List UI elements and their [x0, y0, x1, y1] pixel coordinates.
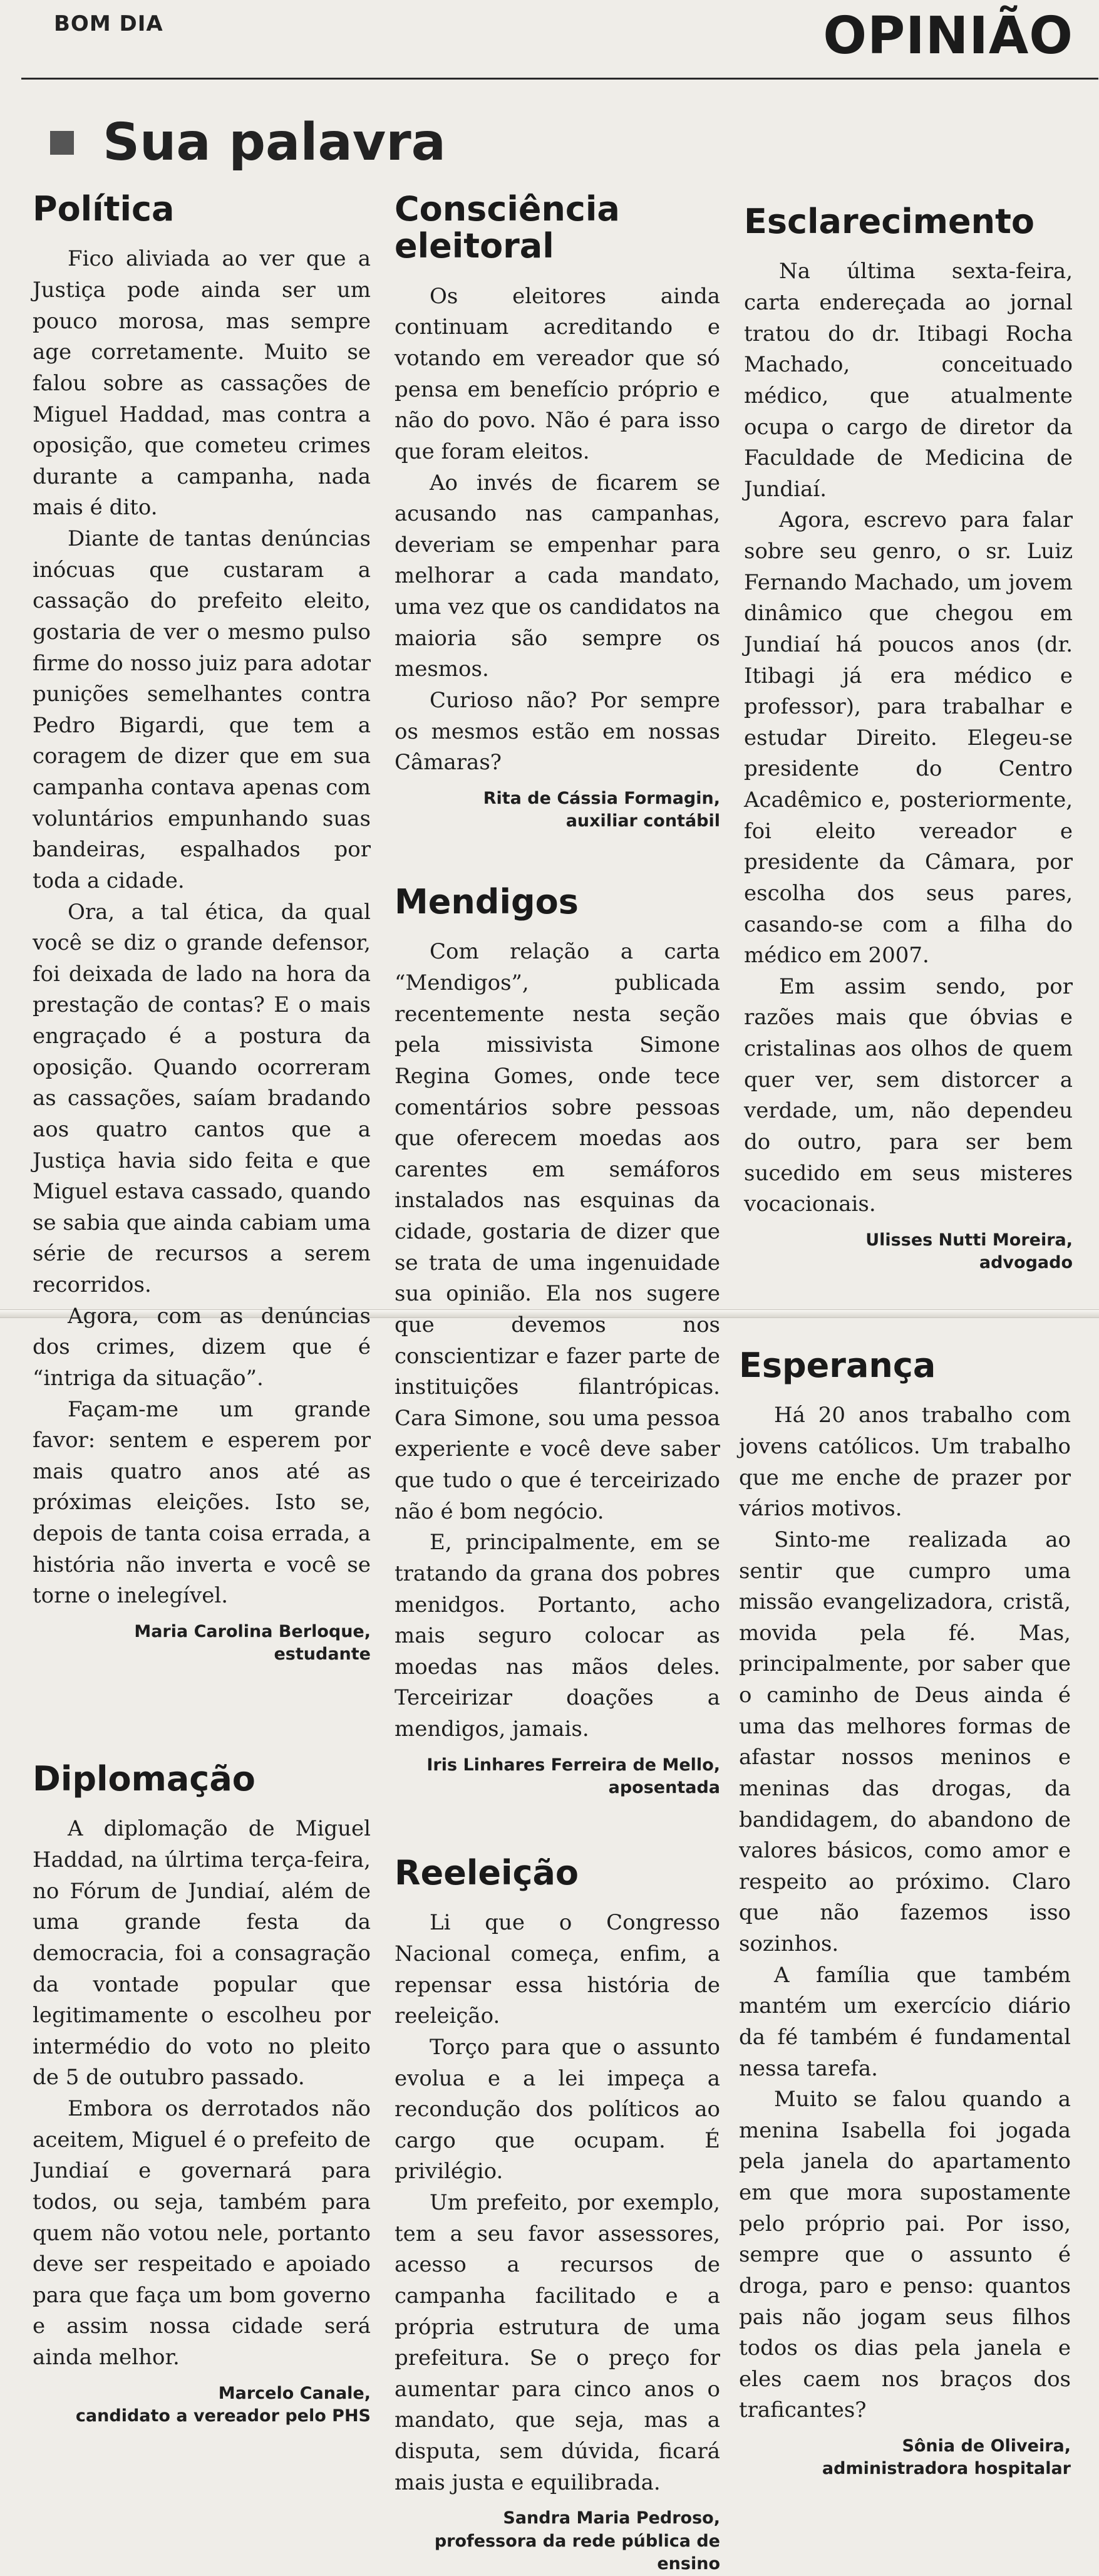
paragraph: Com relação a carta “Mendigos”, publicada recentemente nesta seção pela missivista Simone Regina Gomes, onde tece comentários sobre pessoas que oferecem moedas aos carentes em semáforos instalados nas esquinas da cidade, gostaria de dizer que se trata de uma ingenuidade sua opinião. Ela nos sugere que devemos nos conscientizar e fazer parte de instituições filantrópicas. Cara Simone, sou uma pessoa experiente e você deve saber que tudo o que é terceirizado não é bom negócio.: [395, 939, 720, 1524]
paragraph: Torço para que o assunto evolua e a lei impeça a recondução dos políticos ao cargo que ocupam. É privilégio.: [395, 2034, 720, 2184]
paragraph: Curioso não? Por sempre os mesmos estão em nossas Câmaras?: [395, 687, 720, 776]
letter-reeleicao: [395, 1854, 720, 2576]
letter-esclarecimento: [744, 203, 1073, 1275]
author-name: Maria Carolina Berloque,: [134, 1621, 371, 1641]
letter-title: Reeleição: [395, 1853, 579, 1893]
author-role: administradora hospitalar: [822, 2459, 1071, 2479]
signature: [395, 787, 720, 833]
letter-body: [739, 1400, 1071, 2426]
letter-body: [33, 244, 371, 1612]
paragraph: Sinto-me realizada ao sentir que cumpro uma missão evangelizadora, cristã, movida pela fé. Mas, principalmente, por saber que o caminho de Deus ainda é uma das melhores formas de afastar nossos meninos e meninas das drogas, da bandidagem, do abandono de valores básicos, como amor e respeito ao próximo. Claro que não fazemos isso sozinhos.: [739, 1527, 1071, 1957]
paragraph: A diplomação de Miguel Haddad, na úlrtima terça-feira, no Fórum de Jundiaí, além de uma grande festa da democracia, foi a consagração da vontade popular que legitimamente o escolheu por intermédio do voto no pleito de 5 de outubro passado.: [33, 1816, 371, 2090]
letter-title: Mendigos: [395, 882, 579, 922]
paragraph: Um prefeito, por exemplo, tem a seu favor assessores, acesso a recursos de campanha facilitado e a própria estrutura de uma prefeitura. Se o preço for aumentar para cinco anos o mandato, que seja, mas a disputa, sem dúvida, ficará mais justa e equilibrada.: [395, 2190, 720, 2495]
column-title: [50, 113, 446, 172]
paragraph: Fico aliviada ao ver que a Justiça pode ainda ser um pouco morosa, mas sempre age corretamente. Muito se falou sobre as cassações de Miguel Haddad, mas contra a oposição, que cometeu crimes durante a campanha, nada mais é dito.: [33, 246, 371, 521]
signature: [33, 2382, 371, 2428]
author-role: candidato a vereador pelo PHS: [75, 2406, 371, 2426]
letter-mendigos: [395, 883, 720, 1800]
letter-title: Diplomação: [33, 1759, 255, 1799]
signature: [739, 2435, 1071, 2481]
letter-body: [33, 1814, 371, 2373]
paragraph: Façam-me um grande favor: sentem e esperem por mais quatro anos até as próximas eleições. Isto se, depois de tanta coisa errada, a história não inverta e você se torne o inelegível.: [33, 1396, 371, 1609]
column-title-text: Sua palavra: [103, 113, 446, 172]
author-name: Marcelo Canale,: [218, 2383, 371, 2403]
letter-body: [744, 256, 1073, 1220]
letter-title: Consciência eleitoral: [395, 189, 620, 266]
paragraph: Agora, com as denúncias dos crimes, dizem que é “intriga da situação”.: [33, 1303, 371, 1391]
letter-diplomacao: [33, 1760, 371, 2428]
square-bullet-icon: [50, 131, 74, 155]
signature: [33, 1621, 371, 1666]
paragraph: Em assim sendo, por razões mais que óbvias e cristalinas aos olhos de quem quer ver, sem distorcer a verdade, um, não dependeu do outro, para ser bem sucedido em seus misteres vocacionais.: [744, 974, 1073, 1217]
paragraph: E, principalmente, em se tratando da grana dos pobres menidgos. Portanto, acho mais seguro colocar as moedas nas mãos deles. Terceirizar doações a mendigos, jamais.: [395, 1530, 720, 1742]
letter-politica: [33, 190, 371, 1666]
page-header: [21, 0, 1098, 80]
newspaper-name: BOM DIA: [54, 11, 163, 36]
paragraph: Os eleitores ainda continuam acreditando e votando em vereador que só pensa em benefício próprio e não do povo. Não é para isso que foram eleitos.: [395, 283, 720, 464]
letter-body: [395, 937, 720, 1745]
paragraph: Embora os derrotados não aceitem, Miguel é o prefeito de Jundiaí e governará para todos, ou seja, também para quem não votou nele, portanto deve ser respeitado e apoiado para que faça um bom governo e assim nossa cidade será ainda melhor.: [33, 2096, 371, 2371]
author-name: Ulisses Nutti Moreira,: [865, 1230, 1073, 1250]
paragraph: Ao invés de ficarem se acusando nas campanhas, deveriam se empenhar para melhorar a cada mandato, uma vez que os candidatos na maioria são sempre os mesmos.: [395, 470, 720, 682]
paragraph: Muito se falou quando a menina Isabella foi jogada pela janela do apartamento em que mora supostamente pelo próprio pai. Por isso, sempre que o assunto é droga, paro e penso: quantos pais não jogam seus filhos todos os dias pela janela e eles caem nos braços dos traficantes?: [739, 2087, 1071, 2423]
author-name: Rita de Cássia Formagin,: [483, 788, 720, 808]
author-role: professora da rede pública de ensino: [434, 2531, 720, 2574]
author-role: auxiliar contábil: [565, 811, 720, 831]
author-role: estudante: [274, 1644, 371, 1665]
signature: [395, 1754, 720, 1800]
letter-title: Política: [33, 189, 175, 229]
paragraph: A família que também mantém um exercício diário da fé também é fundamental nessa tarefa.: [739, 1962, 1071, 2081]
section-title: OPINIÃO: [823, 6, 1073, 66]
letter-body: [395, 281, 720, 779]
author-name: Iris Linhares Ferreira de Mello,: [426, 1755, 720, 1775]
signature: [744, 1229, 1073, 1275]
author-role: advogado: [979, 1253, 1073, 1273]
author-role: aposentada: [608, 1778, 720, 1798]
author-name: Sônia de Oliveira,: [902, 2436, 1071, 2456]
paragraph: Li que o Congresso Nacional começa, enfim, a repensar essa história de reeleição.: [395, 1910, 720, 2029]
paragraph: Há 20 anos trabalho com jovens católicos. Um trabalho que me enche de prazer por vários motivos.: [739, 1403, 1071, 1522]
paragraph: Diante de tantas denúncias inócuas que custaram a cassação do prefeito eleito, gostaria de ver o mesmo pulso firme do nosso juiz para adotar punições semelhantes contra Pedro Bigardi, que tem a coragem de dizer que em sua campanha contava apenas com voluntários empunhando suas bandeiras, espalhados por toda a cidade.: [33, 526, 371, 893]
letter-title: Esclarecimento: [744, 202, 1035, 241]
paragraph: Ora, a tal ética, da qual você se diz o grande defensor, foi deixada de lado na hora da prestação de contas? E o mais engraçado é a postura da oposição. Quando ocorreram as cassações, saíam bradando aos quatro cantos que a Justiça havia sido feita e que Miguel estava cassado, quando se sabia que ainda cabiam uma série de recursos a serem recorridos.: [33, 899, 371, 1298]
letter-esperanca: [739, 1347, 1071, 2481]
author-name: Sandra Maria Pedroso,: [503, 2508, 720, 2528]
signature: [395, 2507, 720, 2575]
letter-consciencia-eleitoral: [395, 190, 720, 833]
paragraph: Agora, escrevo para falar sobre seu genro, o sr. Luiz Fernando Machado, um jovem dinâmico que chegou em Jundiaí há poucos anos (dr. Itibagi já era médico e professor), para trabalhar e estudar Direito. Elegeu-se presidente do Centro Acadêmico e, posteriormente, foi eleito vereador e presidente da Câmara, por escolha dos seus pares, casando-se com a filha do médico em 2007.: [744, 507, 1073, 969]
paragraph: Na última sexta-feira, carta endereçada ao jornal tratou do dr. Itibagi Rocha Machado, conceituado médico, que atualmente ocupa o cargo de diretor da Faculdade de Medicina de Jundiaí.: [744, 259, 1073, 502]
letter-body: [395, 1908, 720, 2498]
letter-title: Esperança: [739, 1346, 936, 1385]
